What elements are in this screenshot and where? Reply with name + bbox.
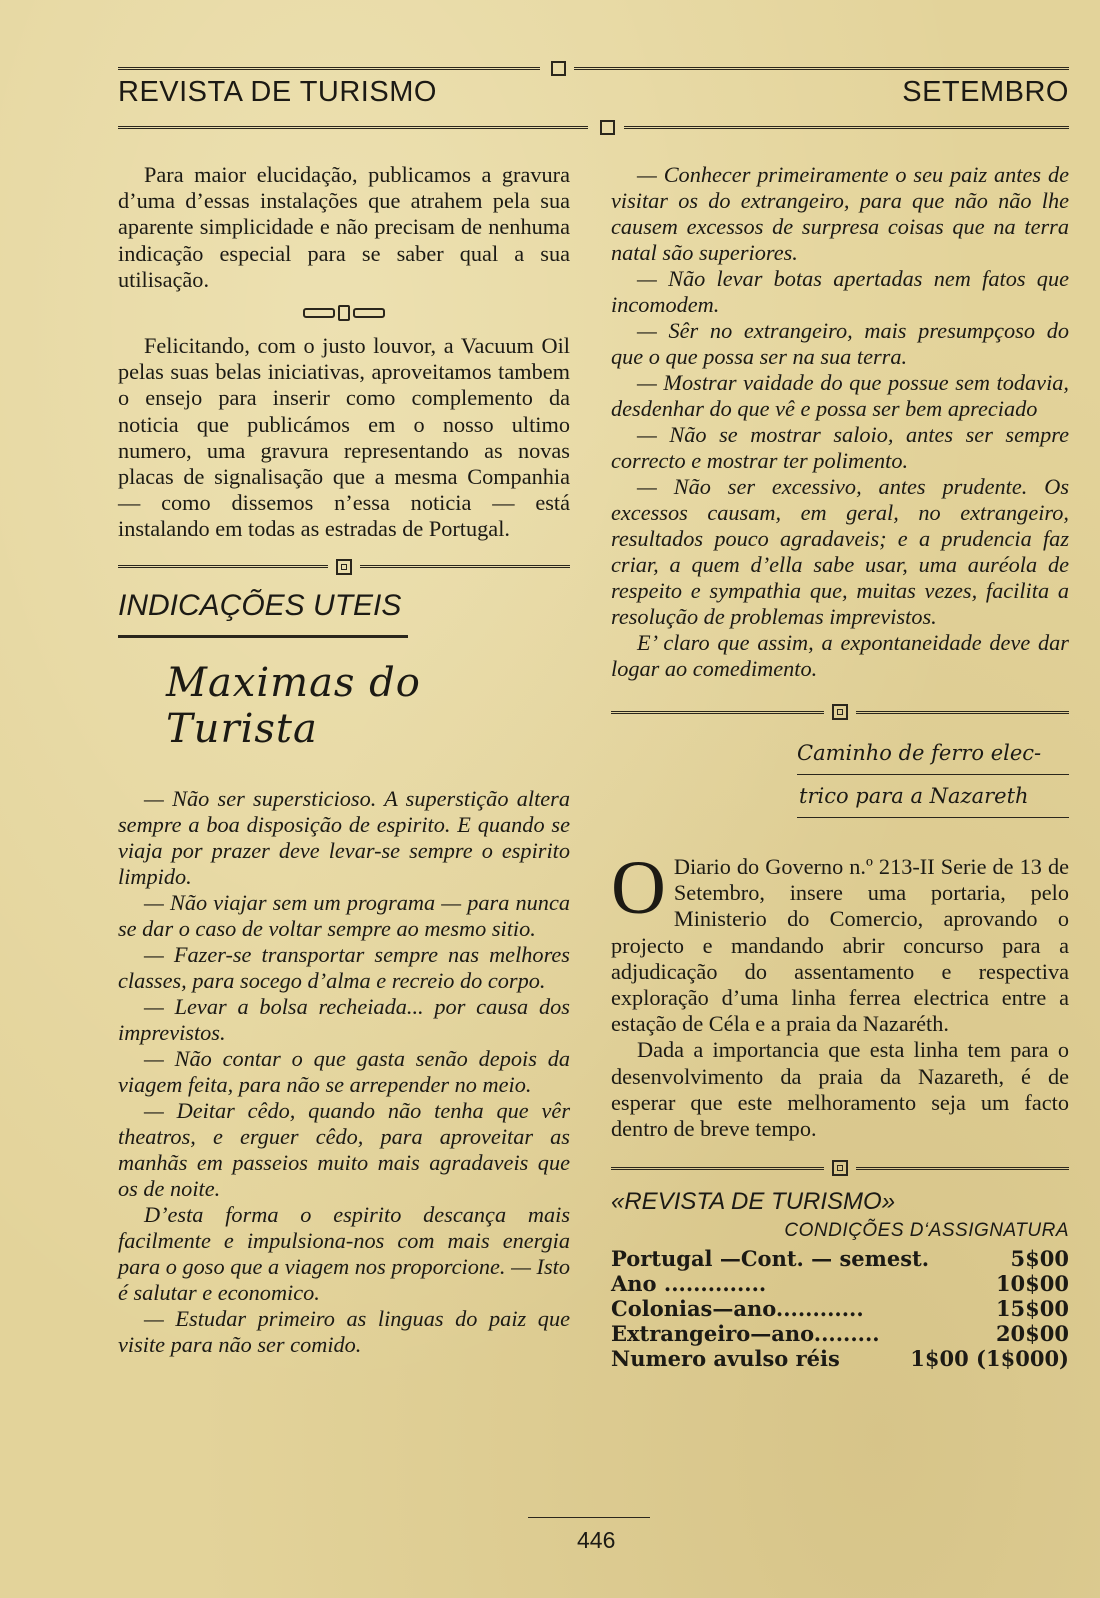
maxims-list-left [118, 786, 570, 1358]
header-rule-bottom-left [118, 126, 588, 129]
maxim: — Não ser supersticioso. A superstição altera sempre a boa disposição de espirito. E quando se viaja por prazer deve levar-se sempre o espirito limpido. [118, 785, 570, 889]
ornament-icon [336, 559, 352, 575]
railway-article [611, 846, 1069, 1037]
header-rule-top-right [574, 67, 1069, 70]
separator-bar-left [303, 308, 335, 318]
railway-title [797, 732, 1069, 818]
price-value: 1$00 (1$000) [910, 1346, 1069, 1372]
ornament-icon [832, 1160, 848, 1176]
maxim: — Não levar botas apertadas nem fatos que incomodem. [611, 266, 1069, 317]
price-label: Colonias—ano............ [611, 1296, 864, 1322]
price-row [611, 1321, 1069, 1346]
page-number: 446 [577, 1527, 616, 1553]
maxim: — Não viajar sem um programa — para nunca se dar o caso de voltar sempre ao mesmo sitio. [118, 889, 570, 941]
separator-line [856, 1167, 1069, 1170]
maxim: — Mostrar vaidade do que possue sem todavia, desdenhar do que vê e possa ser bem apreciado [611, 370, 1069, 421]
price-row [611, 1271, 1069, 1296]
header-ornament-bottom [600, 120, 615, 135]
price-value: 15$00 [995, 1296, 1069, 1322]
maxim: — Não se mostrar saloio, antes ser sempre correcto e mostrar ter polimento. [611, 422, 1069, 473]
price-label: Numero avulso réis [611, 1346, 840, 1372]
separator-line [611, 1167, 824, 1170]
maxim: — Fazer-se transportar sempre nas melhores classes, para socego d’alma e recreio do corpo. [118, 941, 570, 993]
price-row [611, 1296, 1069, 1321]
maxims-title: Maximas do Turista [166, 659, 421, 752]
price-label: Extrangeiro—ano......... [611, 1321, 880, 1347]
price-value: 5$00 [1010, 1246, 1069, 1272]
ornament-separator [118, 559, 570, 575]
separator-line [360, 565, 570, 568]
railway-paragraph-1: Diario do Governo n.º 213-II Serie de 13 de Setembro, insere uma portaria, pelo Ministerio do Comercio, aprovando o projecto e mandando abrir concurso para a adjudicação do assentamento e respectiva exploração d’uma linha ferrea electrica entre a estação de Céla e a praia da Nazaréth. [611, 854, 1069, 1037]
maxim: E’ claro que assim, a expontaneidade deve dar logar ao comedimento. [611, 630, 1069, 681]
subscription-conditions: CONDIÇÕES D‘ASSIGNATURA [784, 1220, 1069, 1242]
issue-month: SETEMBRO [902, 76, 1069, 108]
price-table [611, 1246, 1069, 1371]
ornament-separator [611, 704, 1069, 720]
separator-line [856, 711, 1069, 714]
left-column [118, 162, 570, 1358]
railway-paragraph-2: Dada a importancia que esta linha tem para o desenvolvimento da praia da Nazareth, é de esperar que este melhoramento seja um facto dentro de breve tempo. [611, 1037, 1069, 1142]
separator-line [118, 565, 328, 568]
price-label: Ano .............. [611, 1271, 767, 1297]
price-row [611, 1246, 1069, 1271]
railway-title-line-2: trico para a Nazareth [799, 784, 1029, 808]
separator-line [611, 711, 824, 714]
maxim: — Sêr no extrangeiro, mais presumpçoso do que o que possa ser na sua terra. [611, 318, 1069, 369]
maxim: D’esta forma o espirito descança mais facilmente e impulsiona-nos com mais energia para o goso que a viagem nos proporcione. — Isto é salutar e economico. [118, 1201, 570, 1305]
railway-title-line-1: Caminho de ferro elec- [797, 732, 1069, 775]
header-rule-top-left [118, 67, 540, 70]
subscription-title: «REVISTA DE TURISMO» [611, 1188, 896, 1216]
maxim: — Não ser excessivo, antes prudente. Os excessos causam, em geral, no extrangeiro, resultados pouco agradaveis; e a prudencia faz criar, a quem d’ella sabe usar, uma auréola de respeito e sympathia que, muitas vezes, facilita a resolução de problemas imprevistos. [611, 474, 1069, 629]
maxim: — Estudar primeiro as linguas do paiz que visite para não ser comido. [118, 1305, 570, 1357]
separator-pill [338, 305, 350, 321]
maxims-list-right [611, 162, 1069, 682]
price-value: 20$00 [995, 1321, 1069, 1347]
header-rule-bottom-right [624, 126, 1069, 129]
maxim: — Levar a bolsa recheiada... por causa dos imprevistos. [118, 993, 570, 1045]
drop-cap: O [611, 846, 666, 930]
ornament-separator [611, 1160, 1069, 1176]
maxim: — Não contar o que gasta senão depois da viagem feita, para não se arrepender no meio. [118, 1045, 570, 1097]
vacuum-oil-paragraph: Felicitando, com o justo louvor, a Vacuum Oil pelas suas belas iniciativas, aproveitamos tambem o ensejo para inserir como complemento da noticia que publicámos em o nosso ultimo numero, uma gravura representando as novas placas de signalisação que a mesma Companhia — como dissemos n’essa noticia — está instalando em todas as estradas de Portugal. [118, 333, 570, 542]
section-underline [118, 635, 408, 638]
ornament-icon [832, 704, 848, 720]
maxim: — Deitar cêdo, quando não tenha que vêr theatros, e erguer cêdo, para aproveitar as manhãs em passeios muito mais agradaveis que os de noite. [118, 1097, 570, 1201]
separator-bar-right [353, 308, 385, 318]
bar-separator [118, 305, 570, 321]
intro-paragraph: Para maior elucidação, publicamos a gravura d’uma d’essas instalações que atrahem pela sua aparente simplicidade e não precisam de nenhuma indicação especial para se saber qual a sua utilisação. [118, 162, 570, 292]
price-value: 10$00 [995, 1271, 1069, 1297]
header-ornament-top [551, 61, 566, 76]
section-title: INDICAÇÕES UTEIS [118, 588, 402, 622]
footer-rule [528, 1517, 650, 1518]
right-column [611, 162, 1069, 1371]
maxim: — Conhecer primeiramente o seu paiz antes de visitar os do extrangeiro, para que não não lhe causem excessos de surpresa coisas que na terra natal são superiores. [611, 162, 1069, 265]
price-row [611, 1346, 1069, 1371]
price-label: Portugal —Cont. — semest. [611, 1246, 930, 1272]
magazine-title: REVISTA DE TURISMO [118, 76, 437, 108]
